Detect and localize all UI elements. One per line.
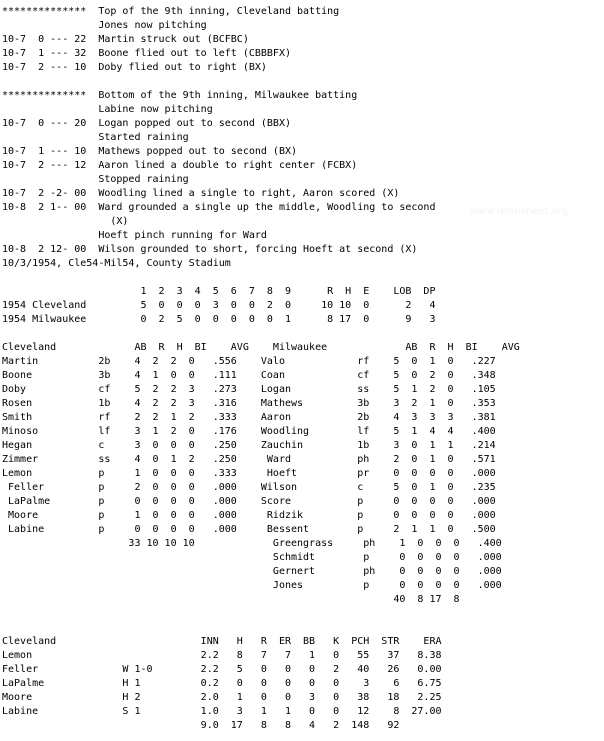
document-line: 10-7 0 --- 22 Martin struck out (BCFBC) [2,34,249,45]
document-line: 10/3/1954, Cle54-Mil54, County Stadium [2,258,231,269]
document-line: LaPalme p 0 0 0 0 .000 Score p 0 0 0 0 .000 [2,496,496,507]
watermark-text: www.retrosheet.org [470,206,569,217]
document-line: Lemon 2.2 8 7 7 1 0 55 37 8.38 [2,650,442,661]
document-line [2,271,602,285]
document-line: Hegan c 3 0 0 0 .250 Zauchin 1b 3 0 1 1 .214 [2,440,496,451]
document-line: Labine S 1 1.0 3 1 1 0 0 12 8 27.00 [2,706,442,717]
document-line: Boone 3b 4 1 0 0 .111 Coan cf 5 0 2 0 .348 [2,370,496,381]
document-line: Martin 2b 4 2 2 0 .556 Valo rf 5 0 1 0 .227 [2,356,496,367]
document-line: Feller p 2 0 0 0 .000 Wilson c 5 0 1 0 .235 [2,482,496,493]
document-line: ************** Bottom of the 9th inning, Milwaukee batting [2,90,358,101]
document-line: 1 2 3 4 5 6 7 8 9 R H E LOB DP [2,286,436,297]
box-score-document [2,5,602,733]
document-line: Labine now pitching [2,104,213,115]
document-line: 1954 Milwaukee 0 2 5 0 0 0 0 0 1 8 17 0 9 3 [2,314,436,325]
document-line [2,621,602,635]
document-line: Stopped raining [2,174,189,185]
document-line: Zimmer ss 4 0 1 2 .250 Ward ph 2 0 1 0 .571 [2,454,496,465]
document-line: Gernert ph 0 0 0 0 .000 [2,566,502,577]
document-line: (X) [2,216,129,227]
document-line: 40 8 17 8 [2,594,460,605]
document-line: 10-7 0 --- 20 Logan popped out to second (BBX) [2,118,291,129]
document-line: Jones p 0 0 0 0 .000 [2,580,502,591]
document-line: Cleveland AB R H BI AVG Milwaukee AB R H BI AVG [2,342,520,353]
document-lines [2,5,602,733]
document-line: Hoeft pinch running for Ward [2,230,267,241]
document-line: 10-8 2 1-- 00 Ward grounded a single up the middle, Woodling to second [2,202,436,213]
document-line: Minoso lf 3 1 2 0 .176 Woodling lf 5 1 4 4 .400 [2,426,496,437]
document-line: 10-7 2 --- 10 Doby flied out to right (BX) [2,62,267,73]
document-line: Feller W 1-0 2.2 5 0 0 0 2 40 26 0.00 [2,664,442,675]
document-line: Moore p 1 0 0 0 .000 Ridzik p 0 0 0 0 .000 [2,510,496,521]
document-line: Lemon p 1 0 0 0 .333 Hoeft pr 0 0 0 0 .000 [2,468,496,479]
document-line [2,327,602,341]
document-line: 10-7 2 -2- 00 Woodling lined a single to right, Aaron scored (X) [2,188,400,199]
document-line: Smith rf 2 2 1 2 .333 Aaron 2b 4 3 3 3 .381 [2,412,496,423]
document-line: ************** Top of the 9th inning, Cleveland batting [2,6,340,17]
document-line: Schmidt p 0 0 0 0 .000 [2,552,502,563]
document-line: 10-7 1 --- 10 Mathews popped out to second (BX) [2,146,298,157]
document-line [2,607,602,621]
document-line: Jones now pitching [2,20,207,31]
document-line [2,75,602,89]
document-line: 1954 Cleveland 5 0 0 0 3 0 0 2 0 10 10 0 2 4 [2,300,436,311]
document-line: LaPalme H 1 0.2 0 0 0 0 0 3 6 6.75 [2,678,442,689]
document-line: 10-7 2 --- 12 Aaron lined a double to right center (FCBX) [2,160,358,171]
document-line: Started raining [2,132,189,143]
document-line: 10-8 2 12- 00 Wilson grounded to short, forcing Hoeft at second (X) [2,244,418,255]
document-line: 33 10 10 10 Greengrass ph 1 0 0 0 .400 [2,538,502,549]
document-line: Moore H 2 2.0 1 0 0 3 0 38 18 2.25 [2,692,442,703]
document-line: Cleveland INN H R ER BB K PCH STR ERA [2,636,442,647]
document-line: Rosen 1b 4 2 2 3 .316 Mathews 3b 3 2 1 0 .353 [2,398,496,409]
document-line: 10-7 1 --- 32 Boone flied out to left (CBBBFX) [2,48,291,59]
document-line: 9.0 17 8 8 4 2 148 92 [2,720,400,731]
document-line: Labine p 0 0 0 0 .000 Bessent p 2 1 1 0 .500 [2,524,496,535]
document-line: Doby cf 5 2 2 3 .273 Logan ss 5 1 2 0 .105 [2,384,496,395]
